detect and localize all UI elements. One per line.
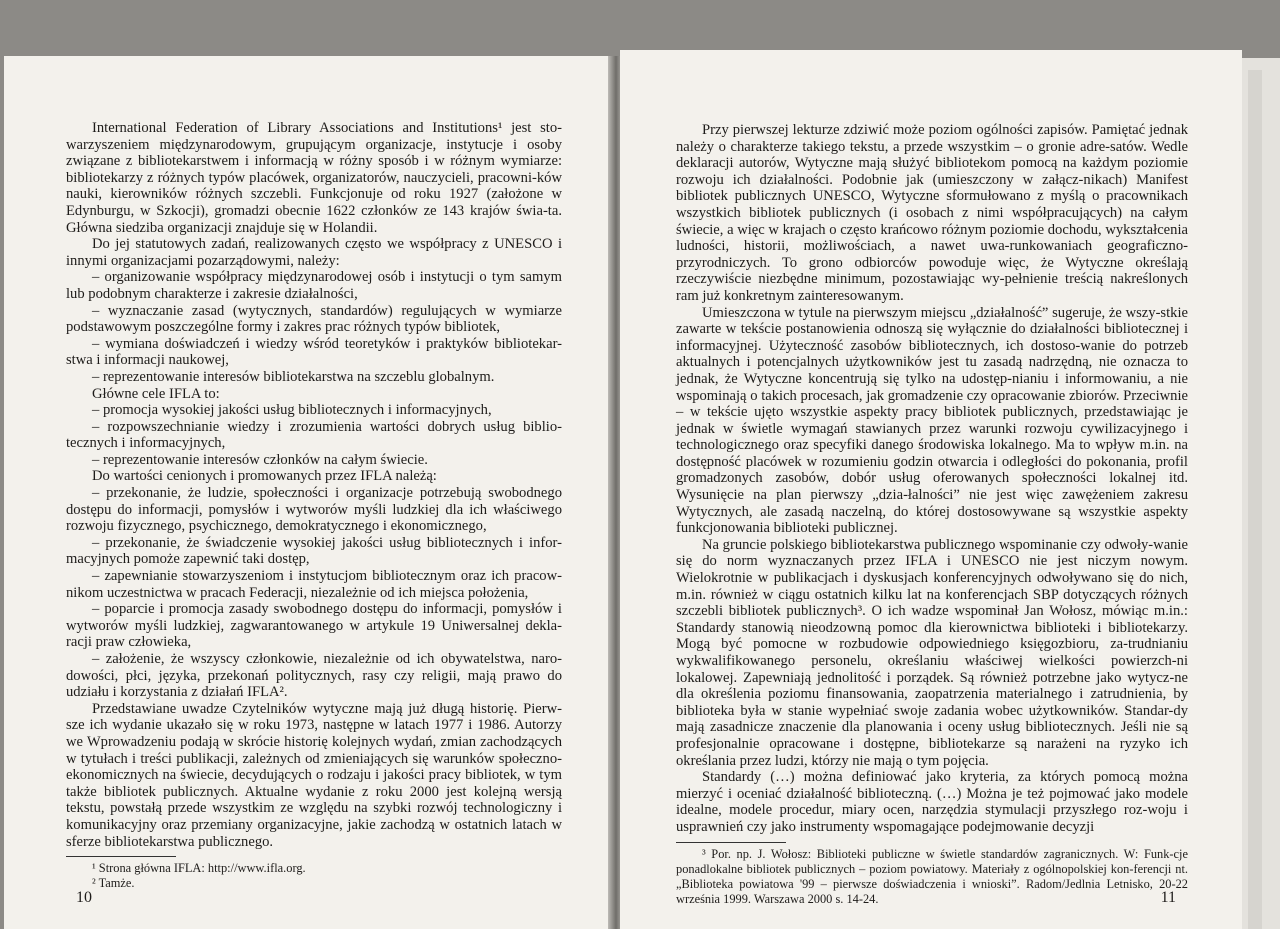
list-item: – reprezentowanie interesów bibliotekarstwa na szczeblu globalnym. — [92, 368, 495, 385]
right-page — [620, 50, 1242, 929]
list-item: – założenie, że wszyscy członkowie, niezależnie od ich obywatelstwa, naro-dowości, płci, języka, przekonań politycznych, rasy czy religii, mają prawo do udziału i korzystania z działań IFLA². — [66, 651, 562, 701]
paragraph: Główne cele IFLA to: — [92, 385, 220, 402]
paragraph: International Federation of Library Associations and Institutions¹ jest sto-warzyszeniem międzynarodowym, grupującym organizacje, instytucje i osoby związane z bibliotekarstwem i informacją w różny sposób i w różnym wymiarze: bibliotekarzy z różnych typów placówek, organizatorów, nauczycieli, pracowni-ków nauki, kierowników różnych szczebli. Funkcjonuje od roku 1927 (założone w Edynburgu, w Szkocji), gromadzi obecnie 1622 członków ze 143 krajów świa-ta. Główna siedziba organizacji znajduje się w Holandii. — [66, 120, 562, 236]
page-stack-edge-inner — [1248, 70, 1262, 929]
left-page — [4, 56, 612, 929]
list-item: – przekonanie, że ludzie, społeczności i organizacje potrzebują swobodnego dostępu do informacji, pomysłów i wytworów myśli ludzkiej dla ich właściwego rozwoju fizycznego, psychicznego, demokratycznego i ekonomicznego, — [66, 485, 562, 535]
footnote-rule — [66, 856, 176, 857]
list-item: – rozpowszechnianie wiedzy i zrozumienia wartości dobrych usług biblio-tecznych i informacyjnych, — [66, 418, 562, 452]
paragraph: Umieszczona w tytule na pierwszym miejscu „działalność” sugeruje, że wszy-stkie zawarte w tekście postanowienia odnoszą się wyłącznie do działalności bibliotecznej i informacyjnej. Użyteczność zasobów bibliotecznych, ich dostoso-wanie do potrzeb aktualnych i potencjalnych użytkowników jest tu zasadą nadrzędną, nie oznacza to jednak, że Wytyczne koncentrują się tylko na udostęp-nianiu i informowaniu, a nie wspominają o takich procesach, jak gromadzenie czy opracowanie zbiorów. Przeciwnie – w tekście ujęto wszystkie aspekty pracy bibliotek publicznych, przedstawiając je jednak w świetle wymagań stawianych przez warunki rozwoju cywilizacyjnego i technologicznego oraz specyfiki danego środowiska lokalnego. Ma to wpływ m.in. na dostępność placówek w rozumieniu godzin otwarcia i odległości do pokonania, profil gromadzonych zasobów, dobór usług oferowanych społeczności lokalnej itd. Wysunięcie na plan pierwszy „dzia-łalności” nie jest więc zawężeniem zakresu Wytycznych, ale zasadą naczelną, do której dostosowywane są wszystkie aspekty funkcjonowania biblioteki publicznej. — [676, 304, 1188, 537]
paragraph: Do wartości cenionych i promowanych przez IFLA należą: — [92, 468, 437, 485]
page-number: 11 — [1160, 889, 1176, 906]
footnote: ¹ Strona główna IFLA: http://www.ifla.org. — [92, 861, 306, 876]
paragraph: Na gruncie polskiego bibliotekarstwa publicznego wspominanie czy odwoły-wanie się do norm wyznaczanych przez IFLA i UNESCO nie jest niczym nowym. Wielokrotnie w publikacjach i dyskusjach konferencyjnych odwoływano się do nich, m.in. również w ciągu ostatnich kilku lat na konferencjach SBP dotyczących różnych szczebli bibliotek publicznych³. O ich wadze wspominał Jan Wołosz, mówiąc m.in.: Standardy stanowią nieodzowną pomoc dla kierownictwa biblioteki i bibliotekarzy. Mogą być pomocne w rozbudowie odpowiedniego księgozbioru, za-trudnianiu wykwalifikowanego personelu, określaniu właściwej wielkości powierzch-ni lokalowej. Zapewniają jednolitość i porządek. Są również potrzebne jako wytycz-ne dla określenia poziomu finansowania, zaopatrzenia materialnego i zatrudnienia, by biblioteka była w stanie wypełniać swoje zadania wobec użytkowników. Standar-dy mają zasadnicze znaczenie dla planowania i oceny usług bibliotecznych. Jeśli nie są profesjonalnie opracowane i dostępne, bibliotekarze są narażeni na ryzyko ich określania przez ludzi, którzy nie mają o tym pojęcia. — [676, 536, 1188, 769]
paragraph: Standardy (…) można definiować jako kryteria, za których pomocą można mierzyć i oceniać działalność biblioteczną. (…) Można je też pojmować jako modele idealne, modele procedur, miary ocen, narzędzia stymulacji przyszłego roz-woju i usprawnień czy jako instrumenty wspomagające podejmowanie decyzji — [676, 769, 1188, 835]
footnote: ³ Por. np. J. Wołosz: Biblioteki publiczne w świetle standardów zagranicznych. W: Funk-cje ponadlokalne bibliotek publicznych – poziom powiatowy. Materiały z ogólnopolskiej kon-ferencji nt. „Biblioteka powiatowa '99 – pierwsze doświadczenia i wnioski”. Radom/Jedlnia Letnisko, 20-22 września 1999. Warszawa 2000 s. 14-24. — [676, 846, 1188, 906]
left-page-text — [66, 120, 562, 891]
page-number: 10 — [76, 889, 92, 906]
list-item: – zapewnianie stowarzyszeniom i instytucjom bibliotecznym oraz ich pracow-nikom uczestnictwa w pracach Federacji, niezależnie od ich miejsca położenia, — [66, 568, 562, 601]
list-item: – wymiana doświadczeń i wiedzy wśród teoretyków i praktyków bibliotekar-stwa i informacji naukowej, — [66, 335, 562, 369]
list-item: – promocja wysokiej jakości usług bibliotecznych i informacyjnych, — [92, 402, 492, 419]
paragraph: Do jej statutowych zadań, realizowanych często we współpracy z UNESCO i innymi organizacjami pozarządowymi, należy: — [66, 236, 562, 269]
list-item: – poparcie i promocja zasady swobodnego dostępu do informacji, pomysłów i wytworów myśli ludzkiej, zagwarantowanego w artykule 19 Uniwersalnej dekla-racji praw człowieka, — [66, 601, 562, 651]
list-item: – wyznaczanie zasad (wytycznych, standardów) regulujących w wymiarze podstawowym poszczególne formy i zakres prac różnych typów bibliotek, — [66, 302, 562, 336]
right-page-text — [676, 122, 1188, 907]
footnote: ² Tamże. — [92, 876, 135, 891]
list-item: – reprezentowanie interesów członków na całym świecie. — [92, 451, 428, 468]
list-item: – organizowanie współpracy międzynarodowej osób i instytucji o tym samym lub podobnym charakterze i zakresie działalności, — [66, 269, 562, 302]
paragraph: Przy pierwszej lekturze zdziwić może poziom ogólności zapisów. Pamiętać jednak należy o charakterze takiego tekstu, a przede wszystkim – o gronie adre-satów. Wedle deklaracji autorów, Wytyczne mają służyć bibliotekom pomocą na każdym poziomie rozwoju ich działalności. Podobnie jak (umieszczony w załącz-nikach) Manifest bibliotek publicznych UNESCO, Wytyczne sformułowano z myślą o pracownikach wszystkich bibliotek publicznych (i osobach z nimi współpracujących) na całym świecie, a więc w krajach o często krańcowo różnym poziomie dochodu, wykształcenia ludności, historii, możliwościach, a nawet uwa-runkowaniach geograficzno-przyrodniczych. To grono odbiorców powoduje więc, że Wytyczne określają rzeczywiście niezbędne minimum, pozostawiając wy-pełnienie treścią nakreślonych ram już konkretnym zainteresowanym. — [676, 122, 1188, 304]
list-item: – przekonanie, że świadczenie wysokiej jakości usług bibliotecznych i infor-macyjnych pomoże zapewnić taki dostęp, — [66, 534, 562, 568]
paragraph: Przedstawiane uwadze Czytelników wytyczne mają już długą historię. Pierw-sze ich wydanie ukazało się w roku 1973, następne w latach 1977 i 1986. Autorzy we Wprowadzeniu podają w skrócie historię kolejnych wydań, zmian zachodzących w tytułach i treści publikacji, zależnych od zmieniających się warunków społeczno-ekonomicznych na świecie, decydujących o rodzaju i jakości pracy bibliotek, w tym także bibliotek publicznych. Aktualne wydanie z roku 2000 jest kolejną wersją tekstu, powstałą przede wszystkim ze względu na szybki rozwój technologiczny i komunikacyjny oraz przemiany organizacyjne, jakie zachodzą w ostatnich latach w sferze bibliotekarstwa publicznego. — [66, 700, 562, 850]
footnote-rule — [676, 842, 786, 843]
